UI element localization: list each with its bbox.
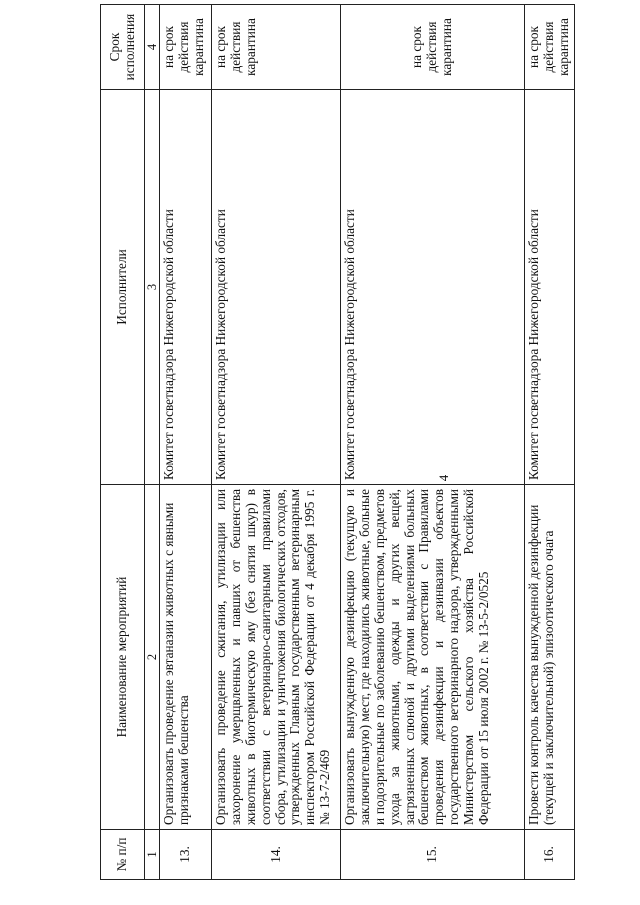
term: на срок действия карантина xyxy=(212,5,341,90)
measure-name: Провести контроль качества вынужденной дезинфекции (текущей и заключительной) эпизоотического очага xyxy=(525,485,575,830)
column-number: 2 xyxy=(145,485,160,830)
term: на срок действия карантина xyxy=(160,5,212,90)
measures-table xyxy=(100,4,575,880)
executor: Комитет госветнадзора Нижегородской области xyxy=(341,90,525,485)
header-name: Наименование мероприятий xyxy=(101,485,145,830)
row-number: 14. xyxy=(212,830,341,880)
table-row xyxy=(525,5,575,880)
header-term: Срок исполнения xyxy=(101,5,145,90)
rotated-page xyxy=(100,5,571,880)
row-number: 13. xyxy=(160,830,212,880)
table-row xyxy=(212,5,341,880)
page-number: 4 xyxy=(436,474,451,482)
header-executors: Исполнители xyxy=(101,90,145,485)
column-number: 3 xyxy=(145,90,160,485)
term: на срок действия карантина xyxy=(525,5,575,90)
row-number: 15. xyxy=(341,830,525,880)
column-number-row xyxy=(145,5,160,880)
column-number: 1 xyxy=(145,830,160,880)
term: на срок действия карантина xyxy=(341,5,525,90)
measure-name: Организовать вынужденную дезинфекцию (текущую и заключительную) мест, где находились животные, больные и подозрительные по заболеванию бешенством, предметов ухода за животными, одежды и других вещей, загрязненных слюной и другими выделениями больных бешенством животных, в соответствии с Правилами проведения дезинфекции и дезинвазии объектов государственного ветеринарного надзора, утвержденными Министерством сельского хозяйства Российской Федерации от 15 июля 2002 г. № 13-5-2/0525 xyxy=(341,485,525,830)
executor: Комитет госветнадзора Нижегородской области xyxy=(160,90,212,485)
measure-name: Организовать проведение сжигания, утилизации или захоронение умерщвленных и павших от бешенства животных в биотермическую яму (без снятия шкур) в соответствии с ветеринарно-санитарными правилами сбора, утилизации и уничтожения биологических отходов, утвержденных Главным государственным ветеринарным инспектором Российской Федерации от 4 декабря 1995 г. № 13-7-2/469 xyxy=(212,485,341,830)
executor: Комитет госветнадзора Нижегородской области xyxy=(525,90,575,485)
table-row xyxy=(160,5,212,880)
header-row xyxy=(101,5,145,880)
measure-name: Организовать проведение эвтаназии животных с явными признаками бешенства xyxy=(160,485,212,830)
row-number: 16. xyxy=(525,830,575,880)
header-num: № п/п xyxy=(101,830,145,880)
column-number: 4 xyxy=(145,5,160,90)
executor: Комитет госветнадзора Нижегородской области xyxy=(212,90,341,485)
table-row xyxy=(341,5,525,880)
